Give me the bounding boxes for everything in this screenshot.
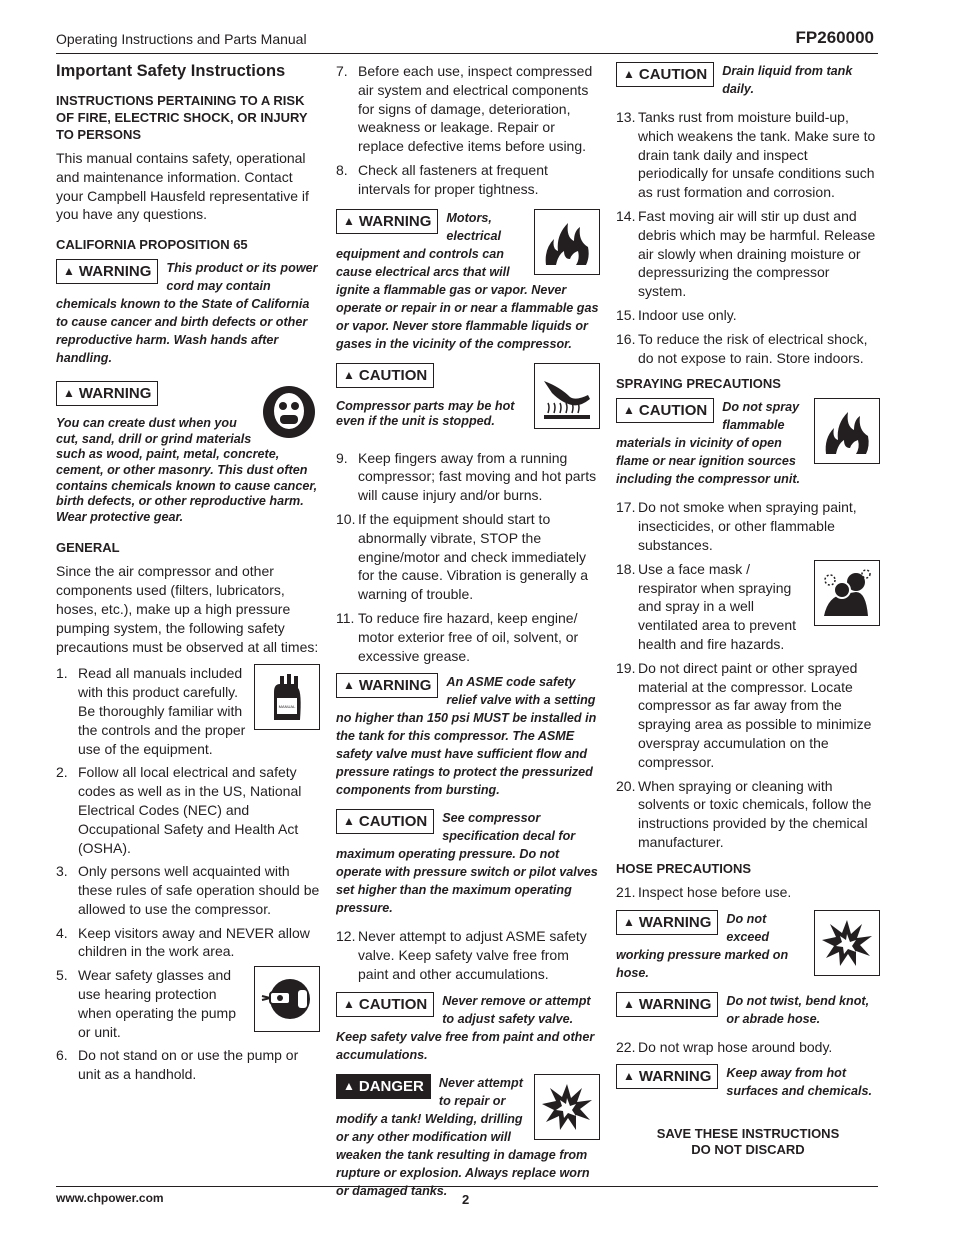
- manual-icon-label: MANUAL: [278, 704, 296, 710]
- valve-caution-box: [336, 992, 600, 1064]
- list-item: 11. To reduce fire hazard, keep engine/ motor exterior free of oil, solvent, or excessive grease.: [336, 609, 579, 664]
- list-item: 9. Keep fingers away from a running compressor; fast moving and hot parts will cause injury and/or burns.: [336, 449, 597, 504]
- caution-text: See compressor specification decal for maximum operating pressure. Do not operate with pressure switch or pilot valves set higher than the maximum operating pressure.: [336, 811, 598, 916]
- warning-text: Motors, electrical equipment and controls can cause electrical arcs that will ignite a flammable gas or vapor. Never operate or repair in or near a flammable gas or vapor. Never store flammable liquids or gases in the vicinity of the compressor.: [336, 210, 599, 351]
- alert-triangle-icon: ▲: [63, 264, 75, 279]
- danger-signal: ▲ DANGER: [336, 1074, 431, 1099]
- warning-signal: ▲ WARNING: [616, 992, 718, 1017]
- list-item: 3. Only persons well acquainted with these rules of safe operation should be allowed to use the compressor.: [56, 863, 320, 917]
- list-item: 17. Do not smoke when spraying paint, insecticides, or other flammable substances.: [616, 499, 857, 553]
- list-item: 13. Tanks rust from moisture build-up, which weakens the tank. Make sure to drain tank daily and inspect periodically for unsafe conditions such as rust formation and corrosion.: [616, 109, 876, 201]
- footer-url: www.chpower.com: [56, 1191, 164, 1205]
- caution-text: Drain liquid from tank daily.: [722, 64, 853, 96]
- list-17-20: [616, 498, 880, 851]
- general-heading: GENERAL: [56, 540, 120, 556]
- list-item: 22. Do not wrap hose around body.: [616, 1038, 833, 1055]
- list-item: 18. Use a face mask / respirator when spraying and spray in a well ventilated area to prevent health and fire hazards.: [616, 560, 880, 654]
- column-2: [336, 62, 600, 1210]
- face-mask-icon: [814, 560, 880, 626]
- caution-text: Compressor parts may be hot even if the unit is stopped.: [336, 398, 515, 429]
- section-subtitle: INSTRUCTIONS PERTAINING TO A RISK OF FIRE, ELECTRIC SHOCK, OR INJURY TO PERSONS: [56, 93, 308, 142]
- warning-signal: ▲ WARNING: [56, 381, 158, 406]
- read-manual-icon: [254, 664, 320, 730]
- header-model-number: FP260000: [795, 28, 874, 47]
- list-item: 15. Indoor use only.: [616, 306, 737, 323]
- respirator-icon: [258, 381, 320, 443]
- warning-signal: ▲ WARNING: [56, 259, 158, 284]
- footer-divider: [56, 1186, 878, 1187]
- decal-caution-box: [336, 809, 600, 917]
- warning-text: Keep away from hot surfaces and chemicals.: [726, 1066, 872, 1099]
- explosion-icon: [534, 1074, 600, 1140]
- drain-caution-box: [616, 62, 880, 98]
- alert-triangle-icon: ▲: [343, 996, 355, 1011]
- list-item: 8. Check all fasteners at frequent intervals for proper tightness.: [336, 161, 548, 197]
- column-3: [616, 62, 880, 1158]
- list-item: 21. Inspect hose before use.: [616, 883, 792, 900]
- intro-paragraph: This manual contains safety, operational and maintenance information. Contact your Campbell Hausfeld representative if you have any questions.: [56, 150, 309, 223]
- list-12: [336, 927, 600, 983]
- hot-surface-warning-box: [616, 1064, 880, 1100]
- list-item: 7. Before each use, inspect compressed air system and electrical components for signs of damage, deterioration, weakness or leakage. Repair or replace defective items before using.: [336, 63, 593, 155]
- prop65-warning-box: [56, 259, 320, 367]
- caution-signal: ▲ CAUTION: [616, 62, 714, 87]
- warning-text: Do not exceed working pressure marked on hose.: [616, 911, 789, 980]
- motors-warning-box: [336, 209, 600, 353]
- list-item: 16. To reduce the risk of electrical shock, do not expose to rain. Store indoors.: [616, 330, 868, 366]
- alert-triangle-icon: ▲: [623, 996, 635, 1011]
- list-22: [616, 1038, 880, 1057]
- asme-warning-box: [336, 673, 600, 799]
- column-1: [56, 62, 320, 1092]
- list-item: 14. Fast moving air will stir up dust and debris which may be harmful. Release air slowly when draining moisture or depressurizing the compressor system.: [616, 207, 876, 300]
- list-item: MANUAL 1. Read all manuals included with this product carefully. Be thoroughly familiar with the controls and the proper use of the equipment.: [56, 664, 320, 758]
- warning-signal: ▲ WARNING: [616, 910, 718, 935]
- tank-danger-box: [336, 1074, 600, 1200]
- list-13-16: [616, 108, 880, 367]
- list-item: 10. If the equipment should start to abnormally vibrate, STOP the engine/motor and check immediately for the cause. Vibration is generally a warning of trouble.: [336, 510, 589, 603]
- list-item: 12. Never attempt to adjust ASME safety valve. Keep safety valve free from paint and other accumulations.: [336, 928, 587, 982]
- caution-text: Do not spray flammable materials in vicinity of open flame or near ignition sources including the compressor unit.: [616, 400, 801, 487]
- caution-signal: ▲ CAUTION: [336, 809, 434, 834]
- dust-warning-box: [56, 381, 320, 525]
- alert-triangle-icon: ▲: [623, 67, 635, 81]
- twist-warning-box: [616, 992, 880, 1028]
- warning-signal: ▲ WARNING: [616, 1064, 718, 1089]
- general-paragraph: Since the air compressor and other components used (filters, lubricators, hoses, etc.), make up a high pressure pumping system, the following safety precautions must be observed at all times:: [56, 563, 319, 655]
- caution-signal: ▲ CAUTION: [336, 363, 434, 388]
- exceed-warning-box: [616, 910, 880, 982]
- save-instructions-notice: SAVE THESE INSTRUCTIONS DO NOT DISCARD: [656, 1126, 840, 1158]
- warning-signal: ▲ WARNING: [336, 209, 438, 234]
- alert-triangle-icon: ▲: [623, 403, 635, 418]
- page-title: Important Safety Instructions: [56, 62, 286, 80]
- warning-text: Do not twist, bend knot, or abrade hose.: [726, 993, 870, 1026]
- hot-parts-caution-box: [336, 363, 600, 433]
- warning-text: An ASME code safety relief valve with a setting no higher than 150 psi MUST be installed in the tank for this compressor. The ASME safety valve must have sufficient flow and pressure ratings to protect the pressurized components from bursting.: [336, 675, 597, 798]
- burst-icon: [814, 910, 880, 976]
- alert-triangle-icon: ▲: [623, 1069, 635, 1084]
- list-item: 20. When spraying or cleaning with solvents or toxic chemicals, follow the instructions provided by the chemical manufacturer.: [616, 777, 872, 850]
- warning-text: This product or its power cord may contain chemicals known to the State of California to cause cancer and birth defects or other reproductive harm. Wash hands after handling.: [56, 261, 318, 366]
- caution-signal: ▲ CAUTION: [336, 992, 434, 1017]
- alert-triangle-icon: ▲: [343, 213, 355, 228]
- flammable-icon: [814, 398, 880, 464]
- list-item: 5. Wear safety glasses and use hearing protection when operating the pump or unit.: [56, 966, 320, 1041]
- general-list: [56, 664, 320, 1084]
- hose-heading: HOSE PRECAUTIONS: [616, 860, 752, 876]
- list-item: 19. Do not direct paint or other sprayed material at the compressor. Locate compressor as far away from the spraying area as possible to minimize overspray accumulation on the compressor.: [616, 659, 872, 770]
- list-item: 6. Do not stand on or use the pump or unit as a handhold.: [56, 1047, 299, 1083]
- safety-glasses-hearing-icon: [254, 966, 320, 1032]
- list-7-8: [336, 62, 600, 199]
- prop65-heading: CALIFORNIA PROPOSITION 65: [56, 237, 248, 253]
- alert-triangle-icon: ▲: [343, 1078, 355, 1093]
- list-21: [616, 883, 880, 902]
- spraying-heading: SPRAYING PRECAUTIONS: [616, 376, 781, 392]
- list-item: 2. Follow all local electrical and safety codes as well as in the US, National Electrical Codes (NEC) and Occupational Safety and Health Act (OSHA).: [56, 764, 302, 856]
- warning-text: You can create dust when you cut, sand, drill or grind materials such as wood, paint, metal, concrete, cement, or other masonry. This dust often contains chemicals known to cause cancer, birth defects, or other reproductive harm. Wear protective gear.: [56, 416, 318, 524]
- hot-surface-icon: [534, 363, 600, 429]
- caution-text: Never remove or attempt to adjust safety valve. Keep safety valve free from paint and other accumulations.: [336, 993, 595, 1062]
- warning-signal: ▲ WARNING: [336, 673, 438, 698]
- alert-triangle-icon: ▲: [623, 914, 635, 929]
- alert-triangle-icon: ▲: [63, 386, 75, 401]
- caution-signal: ▲ CAUTION: [616, 398, 714, 423]
- page-number: 2: [462, 1192, 470, 1207]
- danger-text: Never attempt to repair or modify a tank! Welding, drilling or any other modification will weaken the tank resulting in damage from rupture or explosion. Always replace worn or damaged tanks.: [336, 1075, 590, 1198]
- alert-triangle-icon: ▲: [343, 678, 355, 693]
- list-9-11: [336, 449, 600, 666]
- fire-hazard-icon: [534, 209, 600, 275]
- alert-triangle-icon: ▲: [343, 814, 355, 829]
- alert-triangle-icon: ▲: [343, 367, 355, 382]
- header-divider: [56, 53, 878, 54]
- spray-caution-box: [616, 398, 880, 488]
- header-manual-title: Operating Instructions and Parts Manual: [56, 31, 307, 47]
- list-item: 4. Keep visitors away and NEVER allow children in the work area.: [56, 924, 310, 960]
